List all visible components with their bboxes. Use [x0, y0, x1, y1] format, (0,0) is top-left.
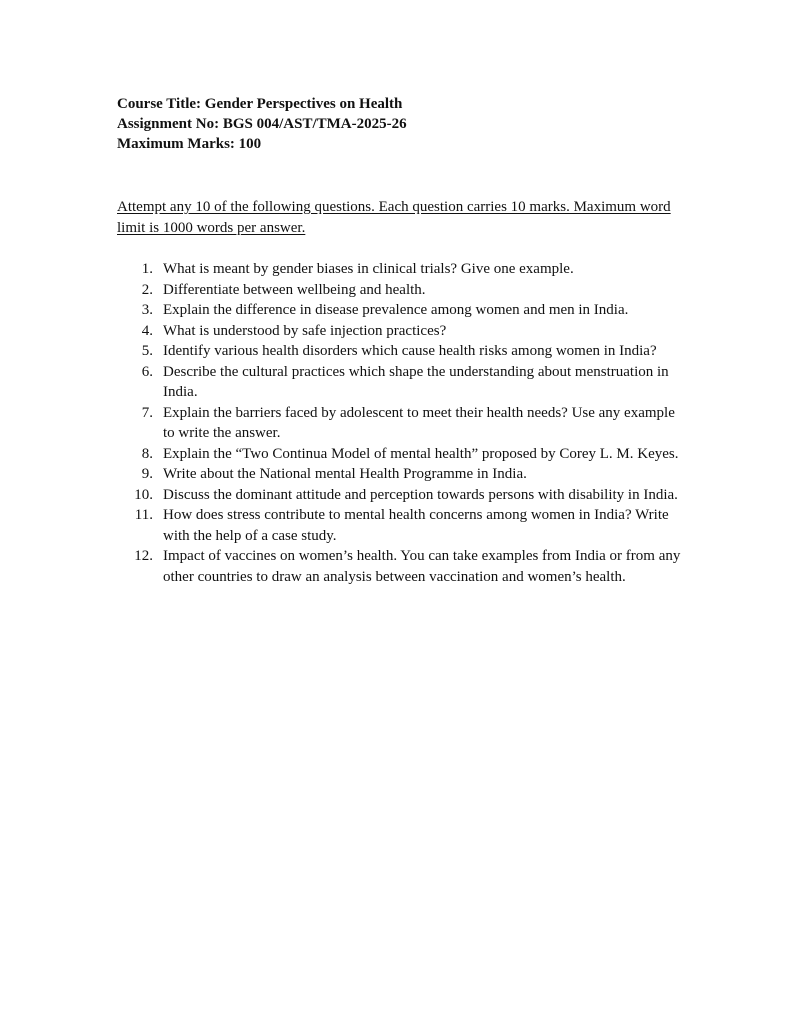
question-item: [117, 321, 687, 342]
question-item: [117, 300, 687, 321]
question-number: 10.: [134, 486, 153, 503]
assignment-number: Assignment No: BGS 004/AST/TMA-2025-26: [117, 116, 407, 132]
question-number: 8.: [141, 445, 153, 462]
question-text: Describe the cultural practices which shape the understanding about menstruation in India.: [163, 363, 669, 400]
question-text: What is meant by gender biases in clinical trials? Give one example.: [163, 261, 574, 277]
question-item: [117, 505, 687, 546]
question-item: [117, 403, 687, 444]
question-item: [117, 341, 687, 362]
question-number: 11.: [134, 507, 153, 523]
question-number: 1.: [141, 261, 153, 277]
question-item: [117, 464, 687, 485]
question-text: Differentiate between wellbeing and health.: [163, 281, 426, 298]
instructions: Attempt any 10 of the following questions. Each question carries 10 marks. Maximum word limit is 1000 words per answer.: [117, 199, 671, 236]
question-text: What is understood by safe injection practices?: [163, 322, 447, 339]
question-number: 7.: [141, 404, 153, 421]
question-number: 9.: [141, 466, 153, 482]
question-text: Explain the “Two Continua Model of mental health” proposed by Corey L. M. Keyes.: [163, 445, 679, 462]
course-title: Course Title: Gender Perspectives on Health: [117, 96, 403, 112]
question-number: 3.: [141, 302, 153, 318]
question-number: 2.: [141, 281, 153, 298]
question-item: [117, 485, 687, 506]
maximum-marks: Maximum Marks: 100: [117, 136, 262, 152]
question-item: [117, 444, 687, 465]
question-text: Explain the barriers faced by adolescent to meet their health needs? Use any example to write the answer.: [163, 404, 675, 441]
question-number: 12.: [134, 548, 153, 564]
question-text: Identify various health disorders which cause health risks among women in India?: [163, 343, 657, 359]
question-text: Impact of vaccines on women’s health. You can take examples from India or from any other countries to draw an analysis between vaccination and women’s health.: [163, 548, 681, 585]
question-list: [117, 259, 687, 587]
question-item: [117, 280, 687, 301]
question-number: 5.: [141, 343, 153, 359]
question-text: Discuss the dominant attitude and perception towards persons with disability in India.: [163, 486, 678, 503]
question-text: How does stress contribute to mental health concerns among women in India? Write with the help of a case study.: [163, 507, 669, 544]
question-item: [117, 259, 687, 280]
question-text: Write about the National mental Health Programme in India.: [163, 466, 527, 482]
question-item: [117, 362, 687, 403]
document-header: [117, 94, 407, 154]
question-number: 6.: [141, 363, 153, 380]
question-item: [117, 546, 687, 587]
question-text: Explain the difference in disease prevalence among women and men in India.: [163, 302, 629, 318]
question-number: 4.: [141, 322, 153, 339]
